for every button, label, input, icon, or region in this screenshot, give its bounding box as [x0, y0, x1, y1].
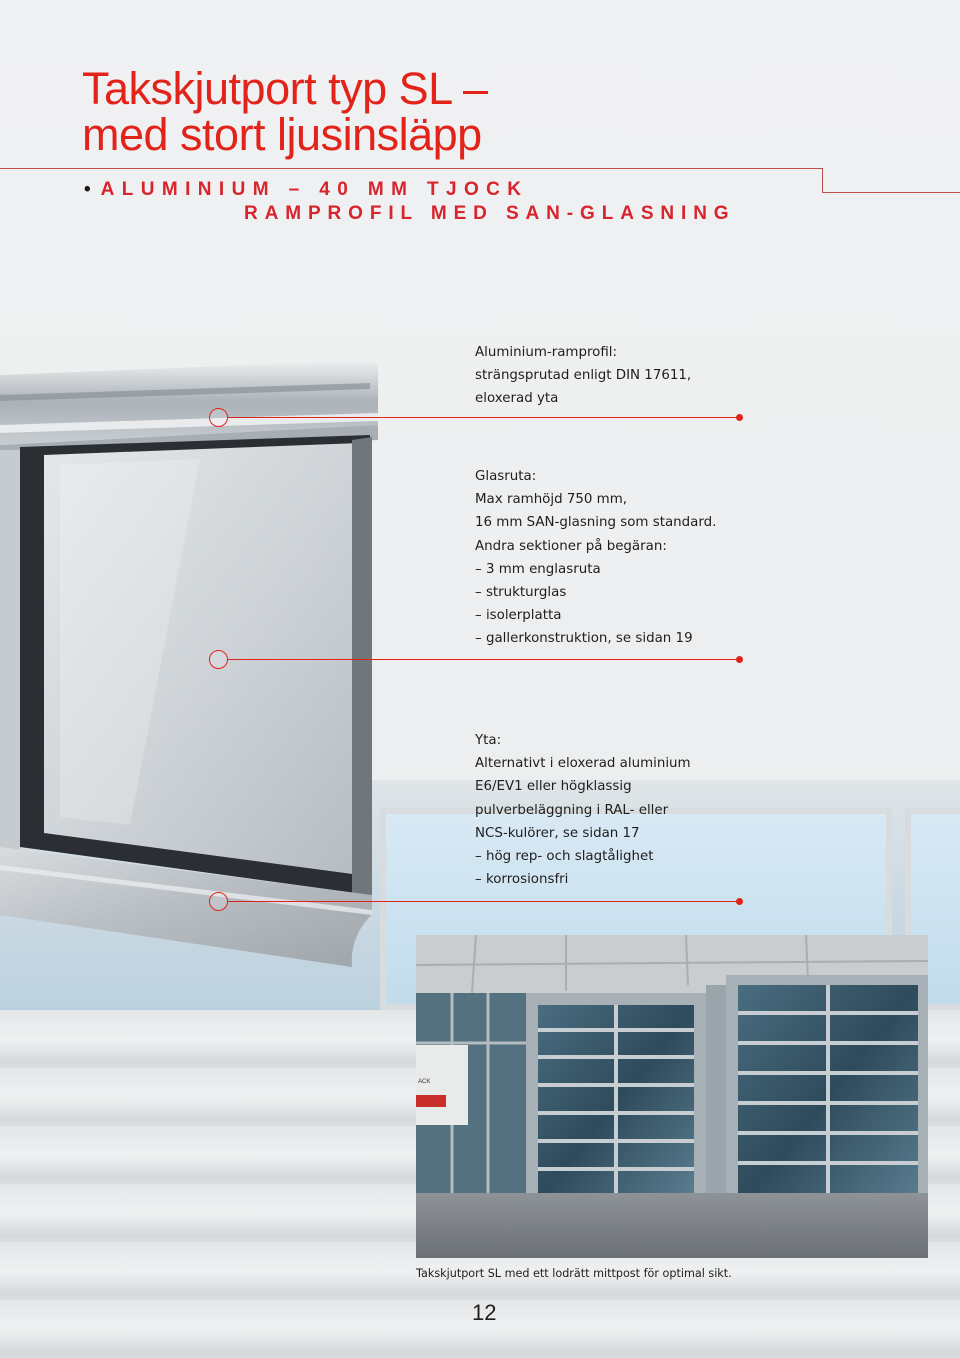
header-rule: [0, 168, 822, 169]
callout-2-line: Glasruta:: [475, 469, 537, 484]
callout-2-line: Andra sektioner på begäran:: [475, 538, 667, 554]
callout-1-line: strängsprutad enligt DIN 17611,: [475, 368, 692, 384]
callout-marker-1: [209, 408, 228, 427]
callout-2-line: – gallerkonstruktion, se sidan 19: [475, 631, 693, 647]
callout-dot-1: [736, 414, 743, 421]
callout-marker-2: [209, 650, 228, 669]
callout-2-line: – strukturglas: [475, 585, 567, 601]
callout-text-1: [475, 341, 691, 411]
callout-2-line: – 3 mm englasruta: [475, 561, 601, 577]
page-number: 12: [472, 1300, 497, 1325]
subtitle: [84, 178, 736, 226]
page-title-line-2: med stort ljusinsläpp: [82, 109, 482, 160]
callout-marker-3: [209, 892, 228, 911]
callout-dot-2: [736, 656, 743, 663]
callout-leader-2: [228, 659, 738, 660]
photo-caption: Takskjutport SL med ett lodrätt mittpost för optimal sikt.: [416, 1267, 732, 1280]
callout-1-line: eloxerad yta: [475, 391, 559, 407]
callout-3-line: Yta:: [475, 733, 502, 748]
callout-2-line: Max ramhöjd 750 mm,: [475, 492, 628, 508]
callout-1-line: Aluminium-ramprofil:: [475, 345, 618, 360]
frame-profile-illustration: [0, 355, 385, 970]
callout-dot-3: [736, 898, 743, 905]
callout-2-line: 16 mm SAN-glasning som standard.: [475, 515, 717, 531]
callout-text-2: [475, 465, 716, 651]
callout-3-line: – korrosionsfri: [475, 872, 569, 888]
callout-leader-3: [228, 901, 738, 902]
bullet-icon: •: [84, 179, 91, 200]
header-rule-step: [822, 168, 823, 192]
header-rule-end: [822, 192, 960, 193]
subtitle-line-2: RAMPROFIL MED SAN-GLASNING: [244, 203, 736, 224]
callout-3-line: NCS-kulörer, se sidan 17: [475, 825, 640, 841]
callout-3-line: pulverbeläggning i RAL- eller: [475, 802, 669, 818]
callout-text-3: [475, 729, 691, 891]
page-title-line-1: Takskjutport typ SL –: [82, 63, 488, 114]
subtitle-line-1: ALUMINIUM – 40 MM TJOCK: [100, 179, 529, 200]
callout-2-line: – isolerplatta: [475, 608, 562, 624]
sign-text: ACK: [418, 1079, 431, 1085]
callout-leader-1: [228, 417, 738, 418]
callout-3-line: E6/EV1 eller högklassig: [475, 779, 632, 795]
door-photo: [416, 935, 928, 1258]
callout-3-line: Alternativt i eloxerad aluminium: [475, 756, 691, 772]
door-photo-image: [416, 935, 928, 1258]
callout-3-line: – hög rep- och slagtålighet: [475, 849, 654, 865]
page-title: [82, 63, 488, 160]
